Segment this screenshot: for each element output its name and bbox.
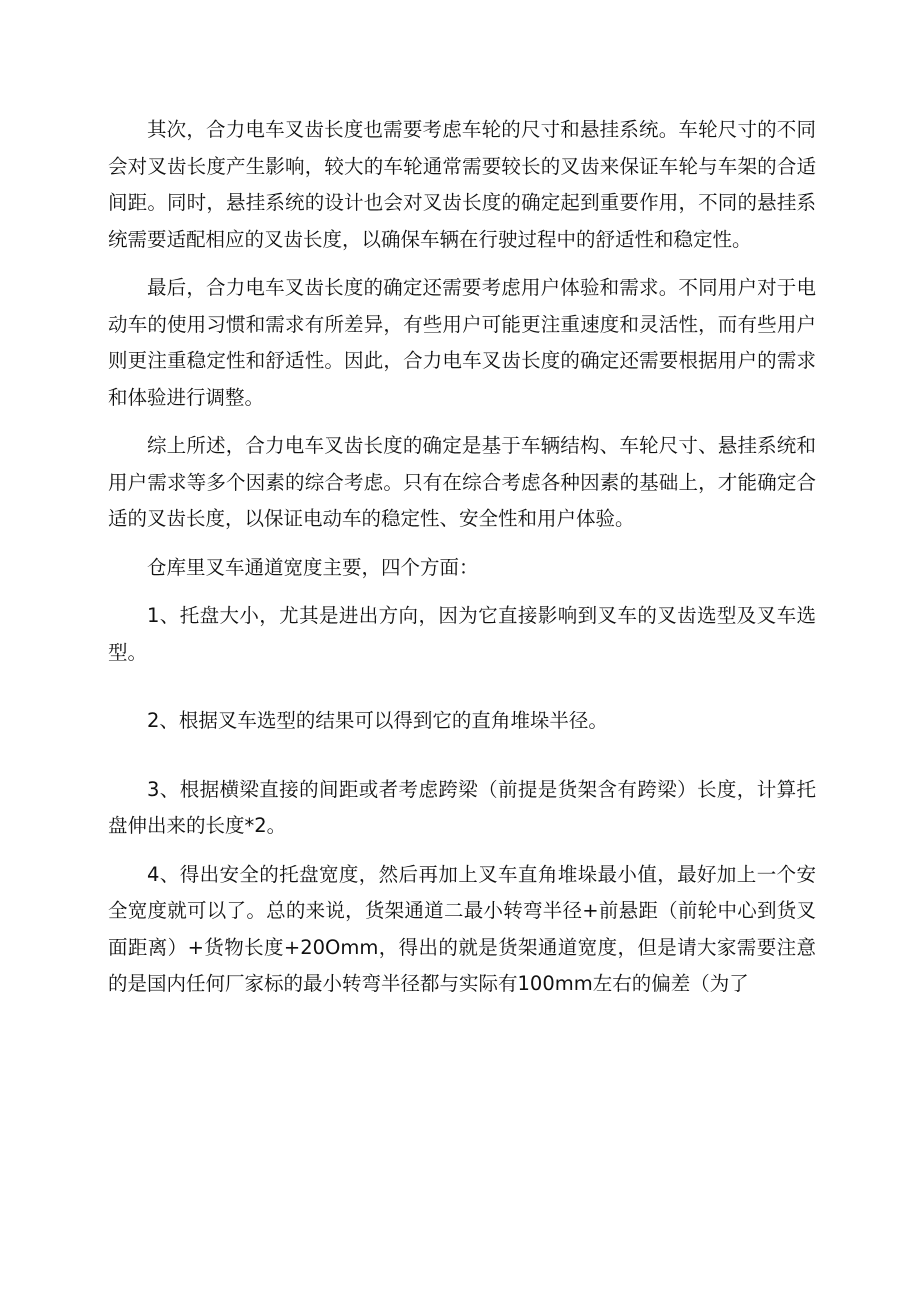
list-item-pallet-size: 1、托盘大小，尤其是进出方向，因为它直接影响到叉车的叉齿选型及叉车选型。	[108, 604, 816, 664]
list-item-stacking-radius: 2、根据叉车选型的结果可以得到它的直角堆垛半径。	[147, 709, 608, 732]
paragraph-wheel-suspension: 其次，合力电车叉齿长度也需要考虑车轮的尺寸和悬挂系统。车轮尺寸的不同会对叉齿长度产生影响，较大的车轮通常需要较长的叉齿来保证车轮与车架的合适间距。同时，悬挂系统的设计也会对叉齿长度的确定起到重要作用，不同的悬挂系统需要适配相应的叉齿长度，以确保车辆在行驶过程中的舒适性和稳定性。	[108, 118, 816, 251]
paragraph-user-experience: 最后，合力电车叉齿长度的确定还需要考虑用户体验和需求。不同用户对于电动车的使用习惯和需求有所差异，有些用户可能更注重速度和灵活性，而有些用户则更注重稳定性和舒适性。因此，合力电车叉齿长度的确定还需要根据用户的需求和体验进行调整。	[108, 276, 816, 409]
document-page	[108, 112, 816, 1015]
list-item-beam-spacing: 3、根据横梁直接的间距或者考虑跨梁（前提是货架含有跨梁）长度，计算托盘伸出来的长度*2。	[108, 777, 816, 837]
list-item-safe-width: 4、得出安全的托盘宽度，然后再加上叉车直角堆垛最小值，最好加上一个安全宽度就可以了。总的来说，货架通道二最小转弯半径+前悬距（前轮中心到货叉面距离）+货物长度+20Omm，得出的就是货架通道宽度，但是请大家需要注意的是国内任何厂家标的最小转弯半径都与实际有100mm左右的偏差（为了	[108, 862, 816, 995]
paragraph-summary: 综上所述，合力电车叉齿长度的确定是基于车辆结构、车轮尺寸、悬挂系统和用户需求等多个因素的综合考虑。只有在综合考虑各种因素的基础上，才能确定合适的叉齿长度，以保证电动车的稳定性、安全性和用户体验。	[108, 434, 816, 530]
paragraph-aisle-intro: 仓库里叉车通道宽度主要，四个方面：	[147, 555, 479, 579]
